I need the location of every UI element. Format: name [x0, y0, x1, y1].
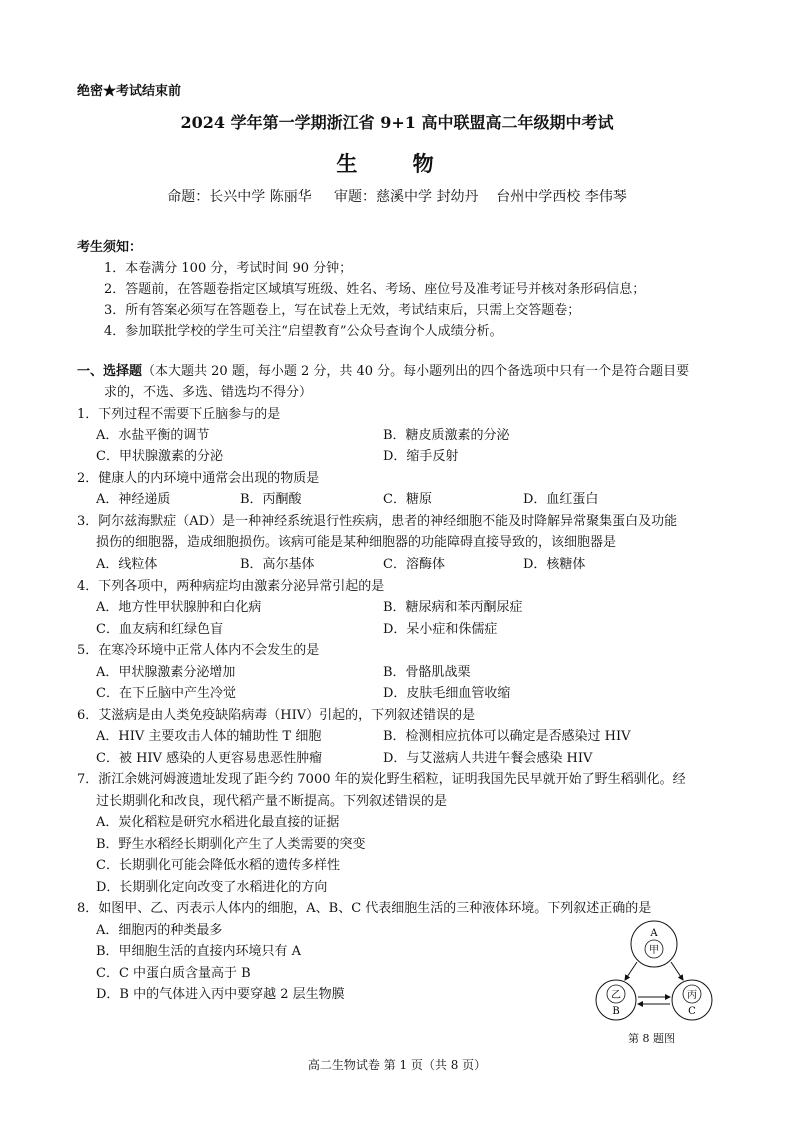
question-1-option-c: C．甲状腺激素的分泌 — [96, 449, 223, 464]
question-1-option-b: B．糖皮质激素的分泌 — [383, 428, 510, 443]
arrow-a-to-b — [625, 962, 637, 980]
question-8-option-c: C．C 中蛋白质含量高于 B — [96, 966, 251, 981]
question-4-option-b: B．糖尿病和苯丙酮尿症 — [383, 600, 523, 615]
question-4-option-a: A．地方性甲状腺肿和白化病 — [96, 600, 262, 615]
question-1-option-d: D．缩手反射 — [383, 449, 459, 464]
question-7-option-d: D．长期驯化定向改变了水稻进化的方向 — [96, 880, 328, 895]
page-footer: 高二生物试卷 第 1 页（共 8 页） — [307, 1058, 487, 1072]
question-4-stem: 4．下列各项中，两种病症均由激素分泌异常引起的是 — [77, 579, 385, 594]
question-2-option-c: C．糖原 — [383, 492, 432, 507]
section-heading — [77, 360, 689, 379]
notice-item: 3．所有答案必须写在答题卷上，写在试卷上无效，考试结束后，只需上交答题卷； — [104, 303, 581, 318]
question-6-option-a: A．HIV 主要攻击人体的辅助性 T 细胞 — [96, 729, 322, 744]
author-line: 命题：长兴中学 陈丽华 审题：慈溪中学 封幼丹 台州中学西校 李伟琴 — [167, 189, 627, 205]
question-4-option-d: D．呆小症和侏儒症 — [383, 622, 498, 637]
notice-heading: 考生须知： — [77, 240, 143, 255]
question-5-option-a: A．甲状腺激素分泌增加 — [96, 665, 236, 680]
question-2-option-b: B．丙酮酸 — [240, 492, 302, 507]
question-6-option-d: D．与艾滋病人共进午餐会感染 HIV — [383, 751, 593, 766]
question-1-stem: 1．下列过程不需要下丘脑参与的是 — [77, 407, 281, 422]
question-7-option-c: C．长期驯化可能会降低水稻的遗传多样性 — [96, 858, 340, 873]
question-8-figure — [590, 918, 720, 1028]
question-7-option-a: A．炭化稻粒是研究水稻进化最直接的证据 — [96, 815, 340, 830]
question-3-option-a: A．线粒体 — [96, 557, 158, 572]
notice-item: 2．答题前，在答题卷指定区域填写班级、姓名、考场、座位号及准考证号并核对条形码信息； — [104, 282, 646, 297]
question-6-option-b: B．检测相应抗体可以确定是否感染过 HIV — [383, 729, 631, 744]
question-4-option-c: C．血友病和红绿色盲 — [96, 622, 223, 637]
arrow-a-to-c — [671, 962, 683, 980]
cell-bing-label: 丙 — [687, 990, 697, 1001]
question-7-stem: 7．浙江余姚河姆渡遗址发现了距今约 7000 年的炭化野生稻粒，证明我国先民早就开始了野生稻驯化。经 — [77, 772, 686, 787]
question-2-option-a: A．神经递质 — [96, 492, 171, 507]
question-2-stem: 2．健康人的内环境中通常会出现的物质是 — [77, 471, 320, 486]
question-3-stem-cont: 损伤的细胞器，造成细胞损伤。该病可能是某种细胞器的功能障碍直接导致的，该细胞器是 — [96, 535, 617, 550]
question-3-option-c: C．溶酶体 — [383, 557, 445, 572]
question-2-option-d: D．血红蛋白 — [523, 492, 599, 507]
node-c-label: C — [688, 1006, 696, 1017]
notice-item: 1．本卷满分 100 分，考试时间 90 分钟； — [104, 261, 353, 276]
question-3-option-b: B．高尔基体 — [240, 557, 315, 572]
question-1-option-a: A．水盐平衡的调节 — [96, 428, 210, 443]
question-3-option-d: D．核糖体 — [523, 557, 586, 572]
figure-caption: 第 8 题图 — [628, 1032, 675, 1045]
question-8-stem: 8．如图甲、乙、丙表示人体内的细胞，A、B、C 代表细胞生活的三种液体环境。下列叙述正确的是 — [77, 901, 652, 916]
question-8-option-d: D．B 中的气体进入丙中要穿越 2 层生物膜 — [96, 987, 345, 1002]
question-5-option-d: D．皮肤毛细血管收缩 — [383, 686, 511, 701]
question-6-option-c: C．被 HIV 感染的人更容易患恶性肿瘤 — [96, 751, 323, 766]
section-desc: （本大题共 20 题，每小题 2 分，共 40 分。每小题列出的四个备选项中只有一个是符合题目要 — [142, 364, 690, 379]
section-desc-cont: 求的，不选、多选、错选均不得分） — [104, 385, 313, 400]
question-8-option-a: A．细胞丙的种类最多 — [96, 923, 223, 938]
cell-yi-label: 乙 — [611, 990, 621, 1001]
question-7-option-b: B．野生水稻经长期驯化产生了人类需要的突变 — [96, 837, 366, 852]
cell-jia-label: 甲 — [649, 945, 659, 956]
confidential-mark: 绝密★考试结束前 — [77, 84, 182, 99]
question-6-stem: 6．艾滋病是由人类免疫缺陷病毒（HIV）引起的，下列叙述错误的是 — [77, 708, 476, 723]
exam-title: 2024 学年第一学期浙江省 9+1 高中联盟高二年级期中考试 — [180, 113, 614, 132]
question-5-option-c: C．在下丘脑中产生冷觉 — [96, 686, 236, 701]
node-b-label: B — [612, 1006, 620, 1017]
notice-item: 4．参加联批学校的学生可关注“启望教育”公众号查询个人成绩分析。 — [104, 324, 503, 339]
question-5-stem: 5．在寒冷环境中正常人体内不会发生的是 — [77, 643, 320, 658]
question-5-option-b: B．骨骼肌战栗 — [383, 665, 471, 680]
subject-title: 生 物 — [336, 151, 458, 176]
question-7-stem-cont: 过长期驯化和改良，现代稻产量不断提高。下列叙述错误的是 — [96, 794, 448, 809]
section-label: 一、选择题 — [77, 364, 143, 379]
question-8-option-b: B．甲细胞生活的直接内环境只有 A — [96, 944, 302, 959]
question-3-stem: 3．阿尔兹海默症（AD）是一种神经系统退行性疾病，患者的神经细胞不能及时降解异常聚集蛋白及功能 — [77, 514, 678, 529]
node-a-label: A — [650, 928, 658, 939]
